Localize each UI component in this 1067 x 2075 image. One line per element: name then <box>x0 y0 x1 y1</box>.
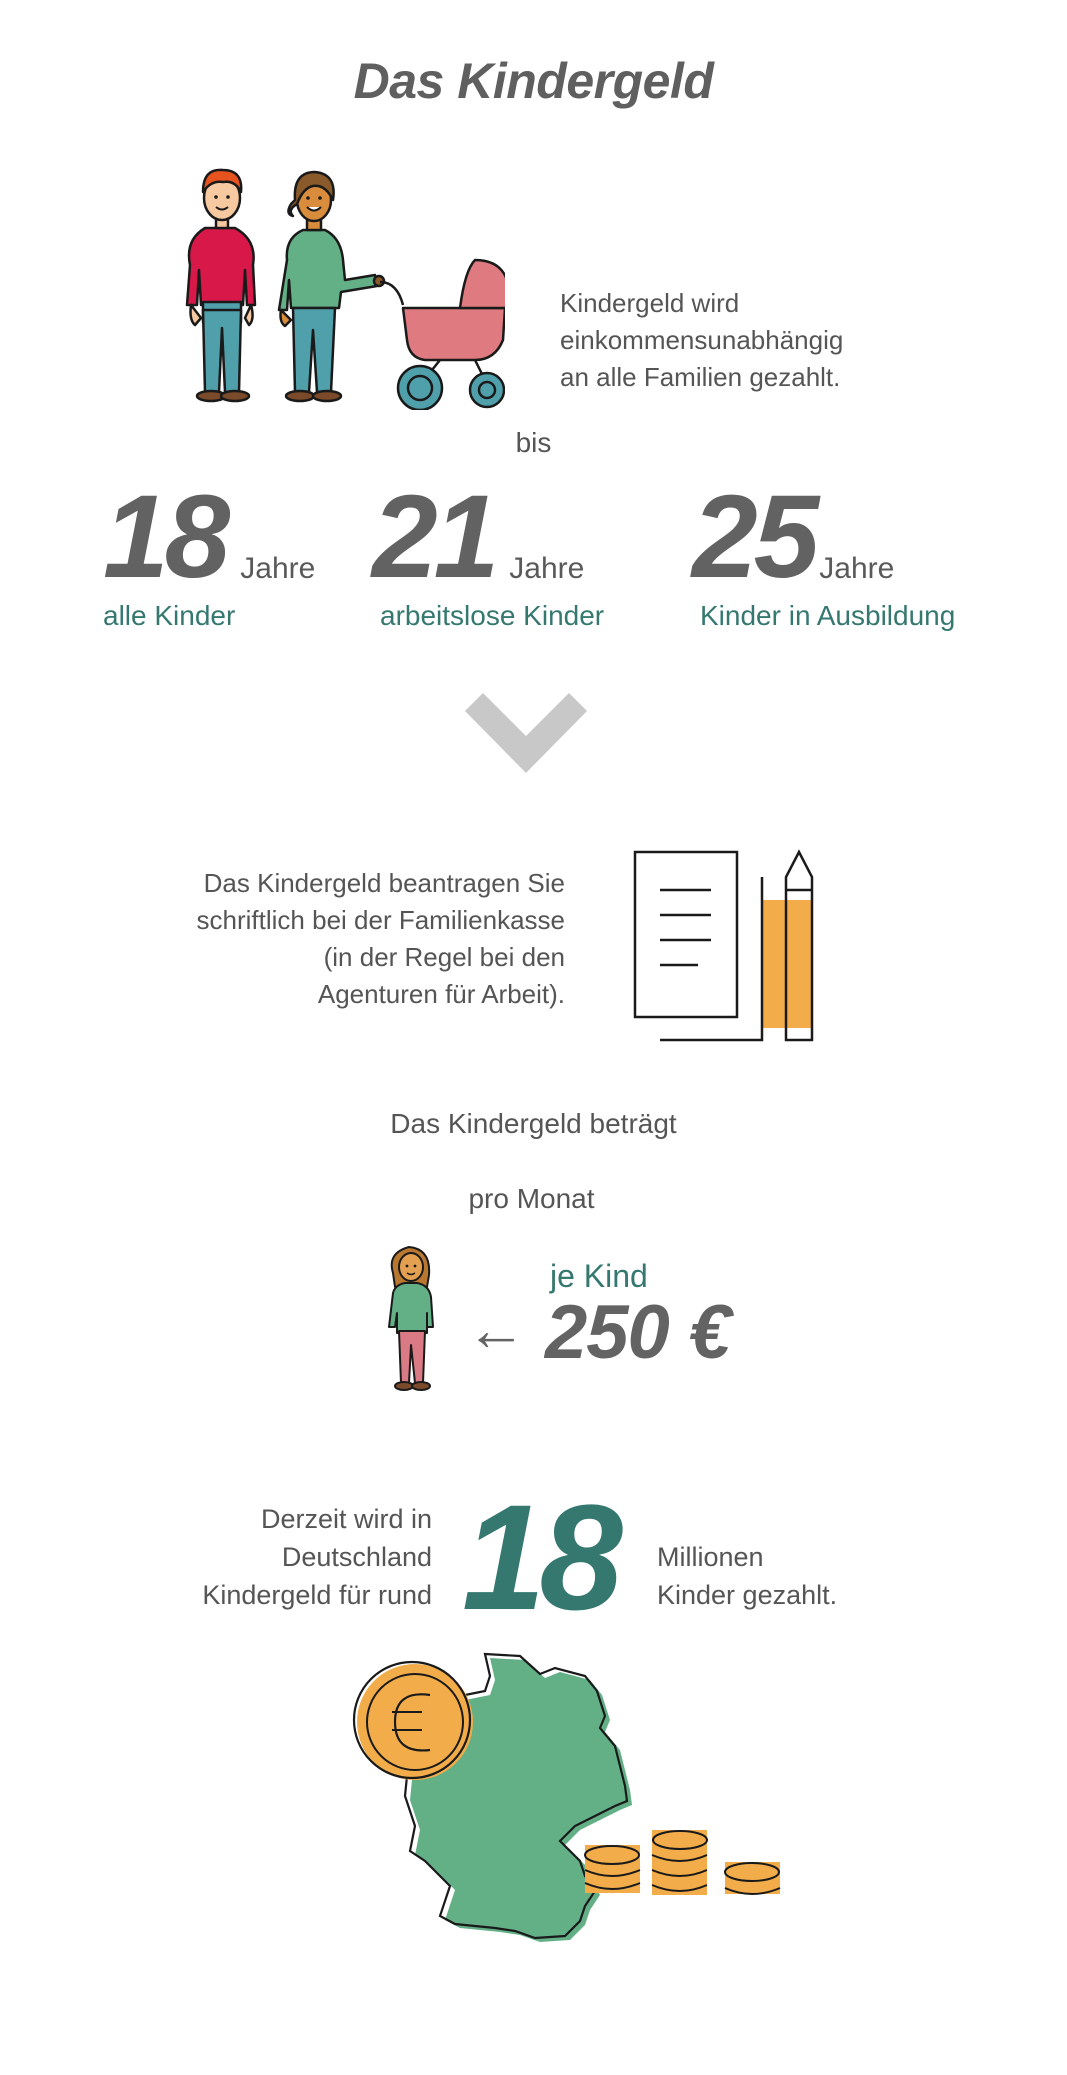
amount-period: pro Monat <box>468 1183 595 1214</box>
age-unit: Jahre <box>819 552 895 585</box>
age-number: 25 <box>692 471 816 603</box>
age-label: arbeitslose Kinder <box>380 600 605 631</box>
age-label: alle Kinder <box>103 600 236 631</box>
statistic-right-text <box>657 1538 837 1614</box>
statistic-number: 18 <box>462 1473 617 1641</box>
per-child-label: je Kind <box>550 1258 648 1294</box>
amount-heading: Das Kindergeld beträgt <box>390 1108 677 1139</box>
age-label: Kinder in Ausbildung <box>700 600 956 631</box>
intro-line: einkommensunabhängig <box>560 325 844 355</box>
statistic-line: Millionen <box>657 1542 764 1572</box>
statistic-line: Kindergeld für rund <box>202 1580 432 1610</box>
application-line: (in der Regel bei den <box>323 942 565 972</box>
girl-illustration <box>383 1243 441 1393</box>
germany-map-with-euro-coins-illustration <box>340 1650 790 1950</box>
application-line: Das Kindergeld beantragen Sie <box>203 868 565 898</box>
age-prefix: bis <box>515 427 552 458</box>
statistic-line: Kinder gezahlt. <box>657 1580 838 1610</box>
statistic-left-text <box>160 1500 432 1614</box>
age-unit: Jahre <box>509 552 585 585</box>
intro-line: Kindergeld wird <box>560 288 740 318</box>
age-limit-item <box>103 471 316 632</box>
page-title: Das Kindergeld <box>353 53 714 109</box>
age-unit: Jahre <box>240 552 316 585</box>
arrow-left-icon: ← <box>466 1296 526 1363</box>
amount-value: 250 € <box>545 1290 731 1375</box>
family-with-stroller-illustration <box>175 160 505 410</box>
age-number: 21 <box>372 471 496 603</box>
application-line: schriftlich bei der Familienkasse <box>196 905 565 935</box>
statistic-line: Derzeit wird in <box>260 1504 432 1534</box>
age-number: 18 <box>103 471 227 603</box>
application-text <box>140 865 565 1013</box>
intro-text <box>560 285 843 396</box>
document-and-pencil-icon <box>620 840 830 1045</box>
application-line: Agenturen für Arbeit). <box>317 979 565 1009</box>
chevron-down-icon <box>465 693 587 777</box>
age-limit-item <box>692 471 956 632</box>
statistic-line: Deutschland <box>281 1542 432 1572</box>
age-limit-item <box>372 471 605 632</box>
intro-line: an alle Familien gezahlt. <box>560 362 841 392</box>
